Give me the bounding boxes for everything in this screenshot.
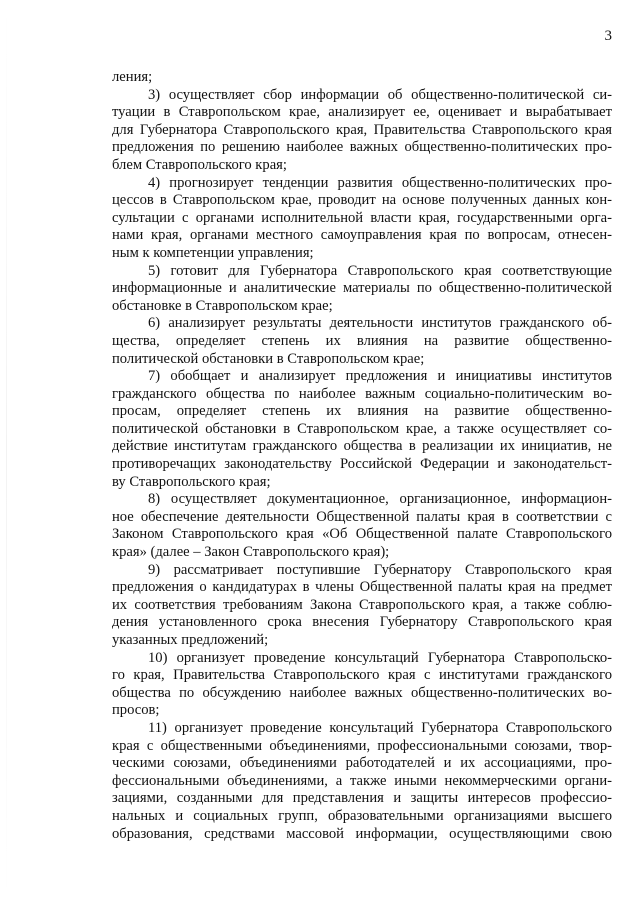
paragraph xyxy=(112,491,612,561)
text-line: ным к компетенции управления; xyxy=(112,244,314,261)
text-line: нальных и социальных групп, образовательными организациями высшего xyxy=(112,807,612,824)
text-line: го края, Правительства Ставропольского края с институтами гражданского xyxy=(112,667,612,684)
text-line: 8) осуществляет документационное, организационное, информацион- xyxy=(148,491,612,508)
text-line: зациями, созданными для представления и защиты интересов профессио- xyxy=(112,790,612,807)
text-line: щества, определяет степень их влияния на развитие общественно- xyxy=(112,332,612,349)
document-body xyxy=(112,69,612,843)
paragraph xyxy=(112,263,612,316)
text-line: для Губернатора Ставропольского края, Правительства Ставропольского края xyxy=(112,121,612,138)
text-line: 7) обобщает и анализирует предложения и инициативы институтов xyxy=(148,368,612,385)
text-line: обстановке в Ставропольском крае; xyxy=(112,297,333,314)
text-line: просам, определяет степень их влияния на развитие общественно- xyxy=(112,403,612,420)
paragraph xyxy=(112,562,612,650)
text-line: 6) анализирует результаты деятельности институтов гражданского об- xyxy=(148,315,612,332)
text-line: указанных предложений; xyxy=(112,632,269,648)
paragraph xyxy=(112,87,612,175)
text-line: ное обеспечение деятельности Общественной палаты края в соответствии с xyxy=(112,508,612,525)
text-line: общества по обсуждению наиболее важных общественно-политических во- xyxy=(112,684,612,701)
text-line: предложения по решению наиболее важных общественно-политических про- xyxy=(112,139,612,156)
text-line: информационные и аналитические материалы по общественно-политической xyxy=(112,280,612,297)
text-line: политической обстановки в Ставропольском крае, а также осуществляет со- xyxy=(112,420,612,437)
text-line: ву Ставропольского края; xyxy=(112,473,271,490)
text-line: края с общественными объединениями, профессиональными союзами, твор- xyxy=(112,737,612,754)
text-line: 3) осуществляет сбор информации об общественно-политической си- xyxy=(148,86,612,103)
text-line: 11) организует проведение консультаций Губернатора Ставропольского xyxy=(148,719,612,736)
text-line: 4) прогнозирует тенденции развития общественно-политических про- xyxy=(148,174,612,191)
text-line: образования, средствами массовой информации, осуществляющими свою xyxy=(112,825,612,842)
paragraph xyxy=(112,175,612,263)
text-line: гражданского общества по наиболее важным социально-политическим во- xyxy=(112,385,612,402)
text-line: Законом Ставропольского края «Об Общественной палате Ставропольского xyxy=(112,526,612,543)
text-line: края» (далее – Закон Ставропольского края); xyxy=(112,544,390,561)
text-line: дения установленного срока внесения Губернатору Ставропольского края xyxy=(112,614,612,631)
text-line: туации в Ставропольском крае, анализирует ее, оценивает и вырабатывает xyxy=(112,104,612,121)
paragraph xyxy=(112,69,612,87)
text-line: ческими союзами, объединениями работодателей и их ассоциациями, про- xyxy=(112,755,612,772)
paragraph xyxy=(112,650,612,720)
paragraph xyxy=(112,315,612,368)
text-line: просов; xyxy=(112,702,160,719)
text-line: сультации с органами исполнительной власти края, государственными орга- xyxy=(112,209,612,226)
text-line: ления; xyxy=(112,69,153,85)
text-line: противоречащих законодательству Российской Федерации и законодательст- xyxy=(112,456,612,473)
text-line: их соответствия требованиям Закона Ставропольского края, а также соблю- xyxy=(112,596,612,613)
text-line: 5) готовит для Губернатора Ставропольского края соответствующие xyxy=(148,262,612,279)
text-line: цессов в Ставропольском крае, проводит на основе полученных данных кон- xyxy=(112,192,612,209)
text-line: фессиональными объединениями, а также иными некоммерческими органи- xyxy=(112,772,612,789)
text-line: блем Ставропольского края; xyxy=(112,156,287,173)
text-line: нами края, органами местного самоуправления края по вопросам, отнесен- xyxy=(112,227,612,244)
text-line: политической обстановки в Ставропольском крае; xyxy=(112,350,425,367)
paragraph xyxy=(112,720,612,843)
text-line: 9) рассматривает поступившие Губернатору Ставропольского края xyxy=(148,561,612,578)
text-line: предложения о кандидатурах в члены Общественной палаты края на предмет xyxy=(112,579,612,596)
scan-edge-shadow xyxy=(6,0,7,905)
text-line: 10) организует проведение консультаций Губернатора Ставропольско- xyxy=(148,649,612,666)
paragraph xyxy=(112,368,612,491)
page-number: 3 xyxy=(604,28,612,44)
text-line: действие институтам гражданского общества в реализации их инициатив, не xyxy=(112,438,612,455)
